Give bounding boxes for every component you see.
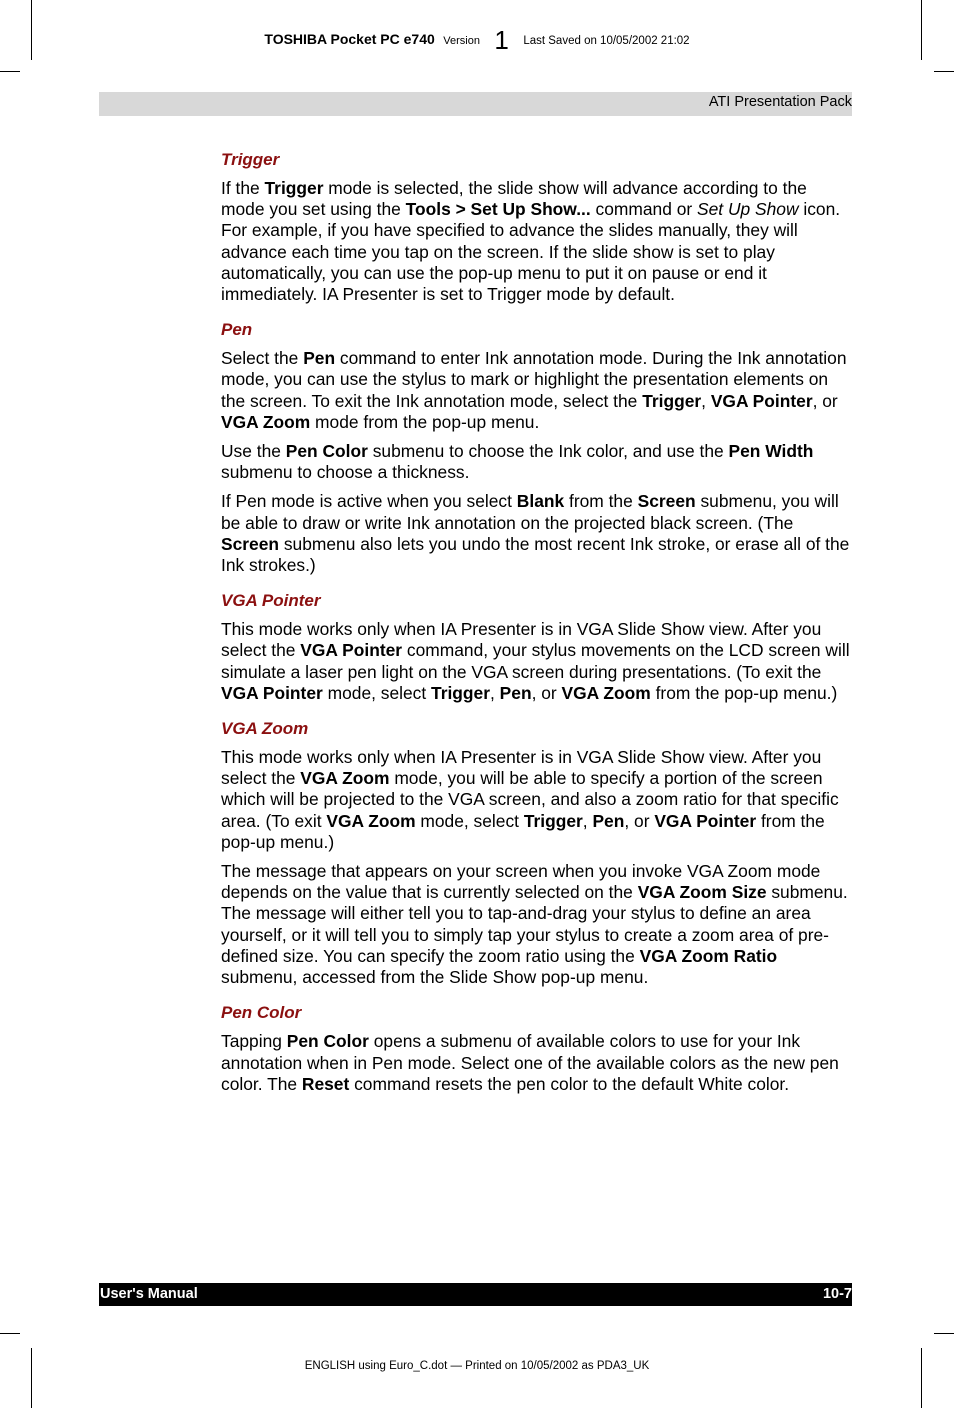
bold-term: Pen [592,810,625,831]
bold-term: Pen [499,682,532,703]
text-run: mode is selected, the slide show will advance according to the mode you set using the [221,178,807,220]
text-run: , [701,390,711,411]
section-heading: VGA Zoom [221,719,309,739]
crop-mark [0,71,20,72]
bold-term: VGA Pointer [221,682,323,703]
document-meta [0,20,954,55]
text-run: Tapping [221,1031,287,1052]
text-run: If Pen mode is active when you select [221,491,517,512]
text-run: submenu to choose the Ink color, and use the [367,441,729,462]
bold-term: VGA Pointer [300,640,403,661]
body-paragraph [221,491,853,576]
bold-term: Trigger [431,682,490,703]
text-run: , [490,682,500,703]
section-heading: Pen Color [221,1003,302,1023]
text-run: mode, select [415,810,524,831]
text-run: , or [812,390,838,411]
bold-term: Screen [221,533,280,554]
bold-term: VGA Zoom [221,411,311,432]
bold-term: Screen [637,491,696,512]
bold-term: Pen Width [728,441,814,462]
text-run: opens a submenu of available colors to use for your Ink annotation when in Pen mode. Select one of the available colors as the new pen color. The [221,1031,839,1094]
crop-mark [0,1333,20,1334]
body-paragraph [221,348,853,433]
text-run: from the pop-up menu.) [650,682,838,703]
text-run: submenu. The message will either tell you to tap-and-drag your stylus to define an area yourself, or it will tell you to simply tap your stylus to create a zoom area of pre-defined size. You can specify the zoom ratio using the [221,882,848,966]
crop-mark [934,1333,954,1334]
text-run: Select the [221,348,304,369]
page-number: 10-7 [822,1286,852,1302]
bold-term: Pen Color [286,1031,369,1052]
footer-manual-title: User's Manual [100,1286,198,1302]
bold-term: Pen Color [285,441,368,462]
bold-term: VGA Zoom Size [637,882,767,903]
crop-mark [921,1348,922,1408]
text-run: , [582,810,593,831]
text-run: , or [624,810,655,831]
text-run: mode, you will be able to specify a portion of the screen which will be projected to the VGA screen, and also a zoom ratio for that specific area. (To exit [221,768,839,831]
bold-term: VGA Zoom [300,768,390,789]
text-run: If the [221,178,265,198]
version-label: Version [443,35,480,47]
bold-term: Tools > Set Up Show... [405,199,591,220]
print-info: ENGLISH using Euro_C.dot — Printed on 10/05/2002 as PDA3_UK [304,1360,650,1372]
bold-term: Trigger [264,178,324,198]
bold-term: Reset [301,1073,350,1094]
product-name: TOSHIBA Pocket PC e740 [264,31,435,47]
italic-term: Set Up Show [697,199,799,220]
text-run: submenu, you will be able to draw or write Ink annotation on the projected black screen. (The [221,491,839,533]
text-run: submenu, accessed from the Slide Show pop-up menu. [221,967,649,988]
text-run: submenu to choose a thickness. [221,462,470,483]
text-run: command resets the pen color to the default White color. [349,1073,790,1094]
bold-term: VGA Pointer [710,390,813,411]
crop-mark [934,71,954,72]
text-run: command, your stylus movements on the LCD screen will simulate a laser pen light on the VGA screen during presentations. (To exit the [221,640,850,682]
crop-mark [31,1348,32,1408]
text-run: This mode works only when IA Presenter is in VGA Slide Show view. After you select the [221,747,822,789]
text-run: mode from the pop-up menu. [310,411,540,432]
text-run: , or [531,682,562,703]
section-heading: VGA Pointer [221,591,321,611]
body-paragraph [221,1031,853,1095]
text-run: Use the [221,441,286,462]
bold-term: VGA Zoom [561,682,651,703]
section-heading: Trigger [221,150,280,169]
text-run: from the pop-up menu.) [221,810,825,852]
bold-term: VGA Zoom Ratio [639,945,778,966]
text-run: from the [564,491,638,512]
section-heading: Pen [221,320,253,340]
bold-term: Pen [303,348,336,369]
body-paragraph [221,178,853,305]
last-saved: Last Saved on 10/05/2002 21:02 [523,35,690,47]
text-run: submenu also lets you undo the most recent Ink stroke, or erase all of the Ink strokes.) [221,533,850,576]
body-paragraph [221,747,853,853]
body-paragraph [221,861,853,988]
main-content [221,148,853,1103]
body-paragraph [221,619,853,704]
section-header-bar [99,92,852,116]
text-run: The message that appears on your screen when you invoke VGA Zoom mode depends on the value that is currently selected on the [221,861,821,903]
text-run: icon. For example, if you have specified to advance the slides manually, they will advance each time you tap on the screen. If the slide show is set to play automatically, you can use the pop-up menu to put it on pause or end it immediately. IA Presenter is set to Trigger mode by default. [221,199,841,305]
bold-term: Blank [516,491,565,512]
text-run: command or [590,199,698,220]
bold-term: Trigger [642,390,702,411]
bold-term: VGA Pointer [654,810,757,831]
text-run: This mode works only when IA Presenter is in VGA Slide Show view. After you select the [221,619,822,661]
text-run: mode, select [322,682,432,703]
version-number: 1 [494,25,509,55]
body-paragraph [221,441,853,483]
section-title: ATI Presentation Pack [708,94,852,110]
footer-bar [99,1283,852,1306]
text-run: command to enter Ink annotation mode. During the Ink annotation mode, you can use the stylus to mark or highlight the presentation elements on the screen. To exit the Ink annotation mode, select the [221,348,847,411]
bold-term: VGA Zoom [326,810,416,831]
bold-term: Trigger [523,810,583,831]
